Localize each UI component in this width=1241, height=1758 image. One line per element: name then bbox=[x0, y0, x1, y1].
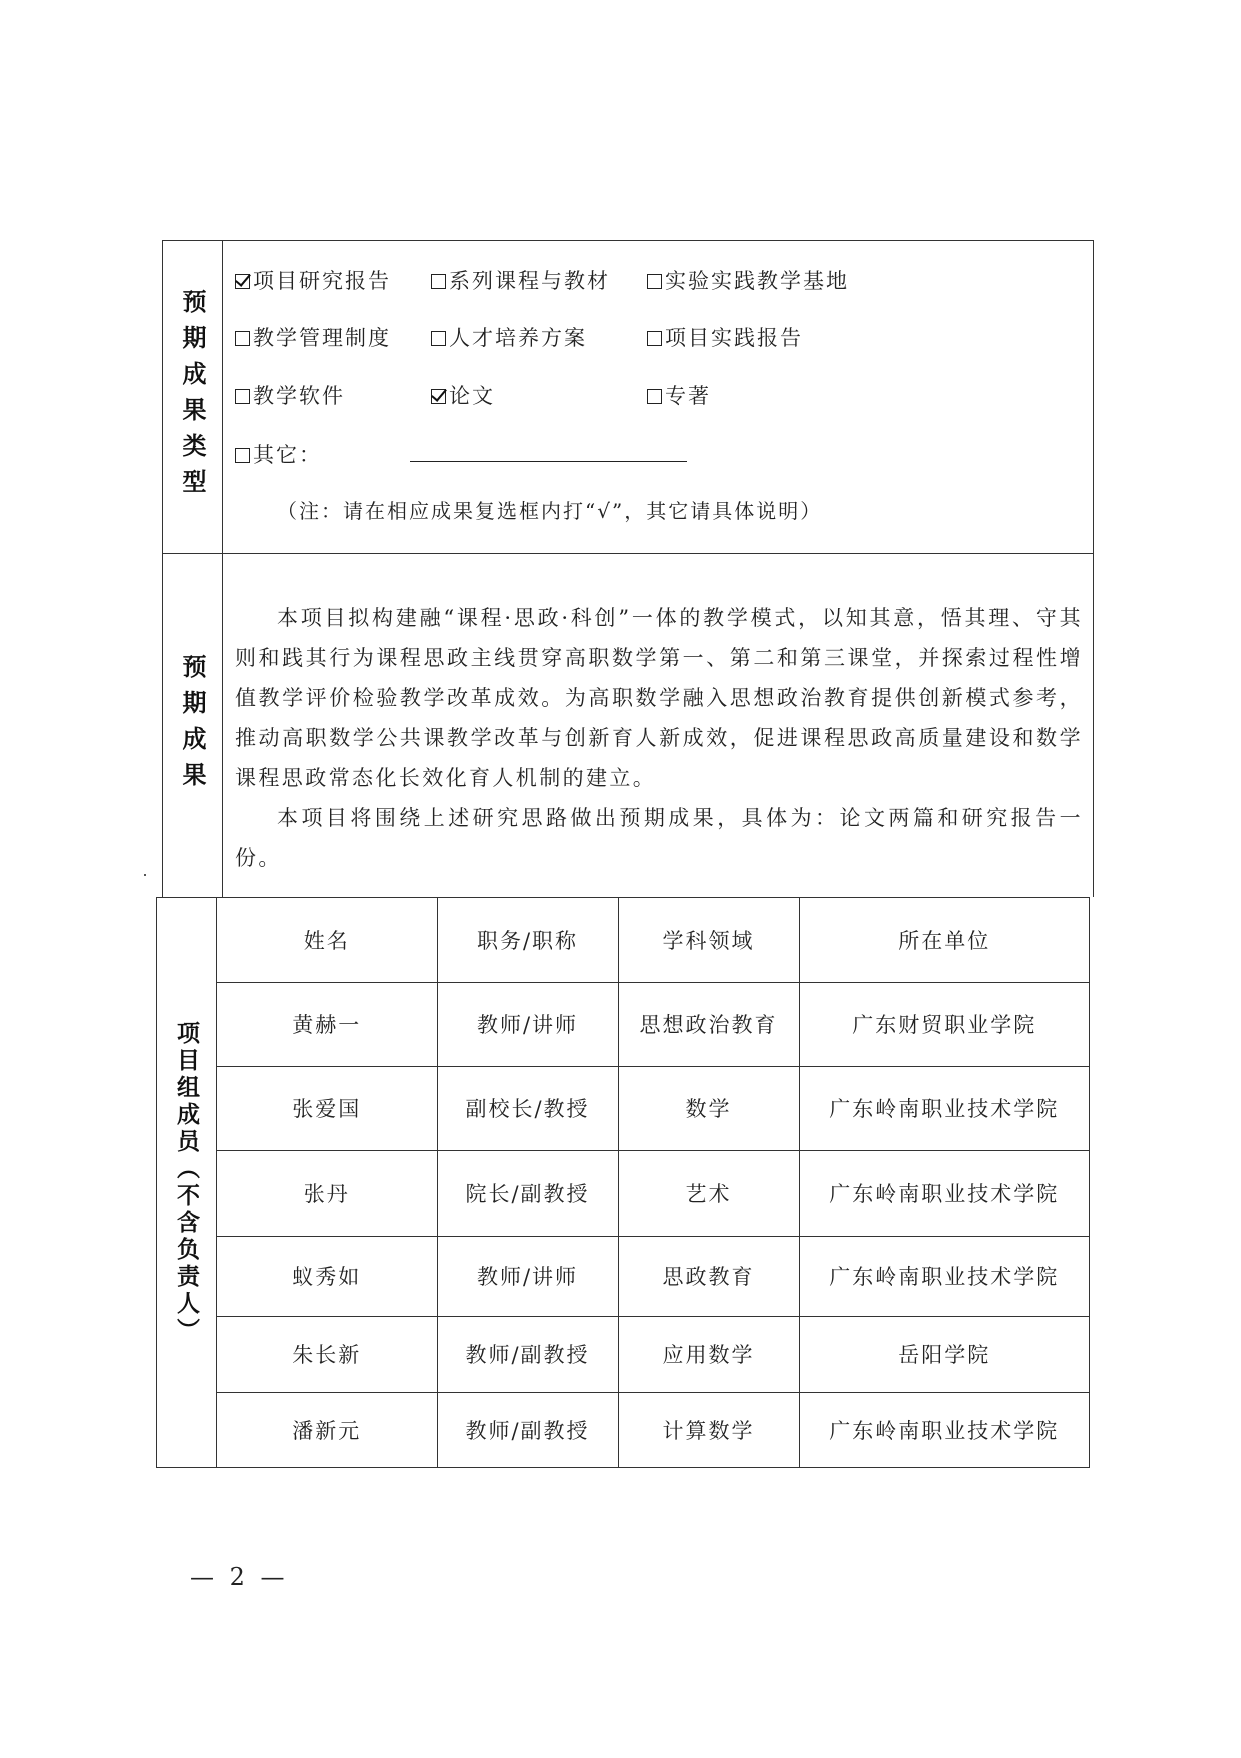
member-title: 教师/副教授 bbox=[437, 1316, 618, 1392]
outcomes-label-cell bbox=[163, 554, 223, 897]
scan-speck bbox=[144, 874, 146, 876]
checkbox-icon[interactable] bbox=[647, 331, 662, 346]
option-item[interactable]: 教学管理制度 bbox=[235, 322, 391, 352]
header-cell: 职务/职称 bbox=[437, 898, 618, 982]
table-row bbox=[217, 1392, 1089, 1467]
option-item-other[interactable]: 其它： bbox=[235, 439, 322, 469]
option-item[interactable]: 项目研究报告 bbox=[235, 265, 391, 295]
outcome-types-label-cell bbox=[163, 241, 223, 553]
option-item[interactable]: 系列课程与教材 bbox=[431, 265, 610, 295]
header-cell: 姓名 bbox=[217, 898, 437, 982]
option-item[interactable]: 专著 bbox=[647, 380, 711, 410]
member-field: 思政教育 bbox=[618, 1236, 799, 1316]
member-name: 潘新元 bbox=[217, 1392, 437, 1467]
outcomes-label: 预期成果 bbox=[178, 653, 206, 798]
other-row bbox=[235, 439, 715, 469]
checkbox-icon[interactable] bbox=[431, 274, 446, 289]
outcomes-paragraph: 本项目拟构建融“课程·思政·科创”一体的教学模式，以知其意，悟其理、守其则和践其行为课程思政主线贯穿高职数学第一、第二和第三课堂，并探索过程性增值教学评价检验教学改革成效。为高职数学融入思想政治教育提供创新模式参考，推动高职数学公共课教学改革与创新育人新成效，促进课程思政高质量建设和数学课程思政常态化长效化育人机制的建立。 bbox=[235, 606, 1083, 790]
members-table bbox=[217, 898, 1089, 1467]
member-unit: 广东岭南职业技术学院 bbox=[799, 1236, 1089, 1316]
member-name: 张丹 bbox=[217, 1150, 437, 1236]
member-unit: 岳阳学院 bbox=[799, 1316, 1089, 1392]
outcomes-paragraph: 本项目将围绕上述研究思路做出预期成果，具体为：论文两篇和研究报告一份。 bbox=[235, 806, 1083, 870]
note-text: （注：请在相应成果复选框内打“√”，其它请具体说明） bbox=[277, 499, 823, 523]
member-name: 黄赫一 bbox=[217, 982, 437, 1066]
outcomes-section bbox=[162, 553, 1094, 897]
checkbox-icon[interactable] bbox=[235, 448, 250, 463]
option-item[interactable]: 人才培养方案 bbox=[431, 322, 587, 352]
member-unit: 广东岭南职业技术学院 bbox=[799, 1066, 1089, 1150]
checkbox-icon[interactable] bbox=[235, 389, 250, 404]
outcome-types-section bbox=[162, 240, 1094, 553]
checkbox-checked-icon[interactable] bbox=[431, 389, 446, 404]
member-field: 艺术 bbox=[618, 1150, 799, 1236]
checkbox-icon[interactable] bbox=[431, 331, 446, 346]
member-title: 副校长/教授 bbox=[437, 1066, 618, 1150]
member-unit: 广东岭南职业技术学院 bbox=[799, 1392, 1089, 1467]
member-name: 张爱国 bbox=[217, 1066, 437, 1150]
member-field: 思想政治教育 bbox=[618, 982, 799, 1066]
table-row bbox=[217, 1150, 1089, 1236]
member-field: 数学 bbox=[618, 1066, 799, 1150]
checkbox-icon[interactable] bbox=[235, 331, 250, 346]
member-name: 蚁秀如 bbox=[217, 1236, 437, 1316]
member-unit: 广东岭南职业技术学院 bbox=[799, 1150, 1089, 1236]
option-item[interactable]: 项目实践报告 bbox=[647, 322, 803, 352]
table-row bbox=[217, 1066, 1089, 1150]
member-title: 教师/讲师 bbox=[437, 1236, 618, 1316]
header-cell: 所在单位 bbox=[799, 898, 1089, 982]
member-name: 朱长新 bbox=[217, 1316, 437, 1392]
table-header-row bbox=[217, 898, 1089, 982]
member-unit: 广东财贸职业学院 bbox=[799, 982, 1089, 1066]
members-label: 项目组成员（不含负责人） bbox=[173, 1020, 199, 1345]
table-row bbox=[217, 1316, 1089, 1392]
member-title: 教师/副教授 bbox=[437, 1392, 618, 1467]
page-number: — 2 — bbox=[190, 1563, 289, 1591]
checkbox-checked-icon[interactable] bbox=[235, 274, 250, 289]
member-field: 应用数学 bbox=[618, 1316, 799, 1392]
option-item[interactable]: 教学软件 bbox=[235, 380, 345, 410]
table-row bbox=[217, 982, 1089, 1066]
option-item[interactable]: 论文 bbox=[431, 380, 495, 410]
members-label-cell bbox=[157, 898, 217, 1467]
member-title: 教师/讲师 bbox=[437, 982, 618, 1066]
other-input-line[interactable] bbox=[410, 461, 687, 462]
checkbox-icon[interactable] bbox=[647, 274, 662, 289]
outcome-types-label: 预期成果类型 bbox=[178, 289, 206, 505]
member-field: 计算数学 bbox=[618, 1392, 799, 1467]
members-section bbox=[156, 897, 1090, 1468]
outcomes-text bbox=[235, 598, 1083, 878]
checkbox-icon[interactable] bbox=[647, 389, 662, 404]
member-title: 院长/副教授 bbox=[437, 1150, 618, 1236]
table-row bbox=[217, 1236, 1089, 1316]
header-cell: 学科领域 bbox=[618, 898, 799, 982]
option-item[interactable]: 实验实践教学基地 bbox=[647, 265, 849, 295]
